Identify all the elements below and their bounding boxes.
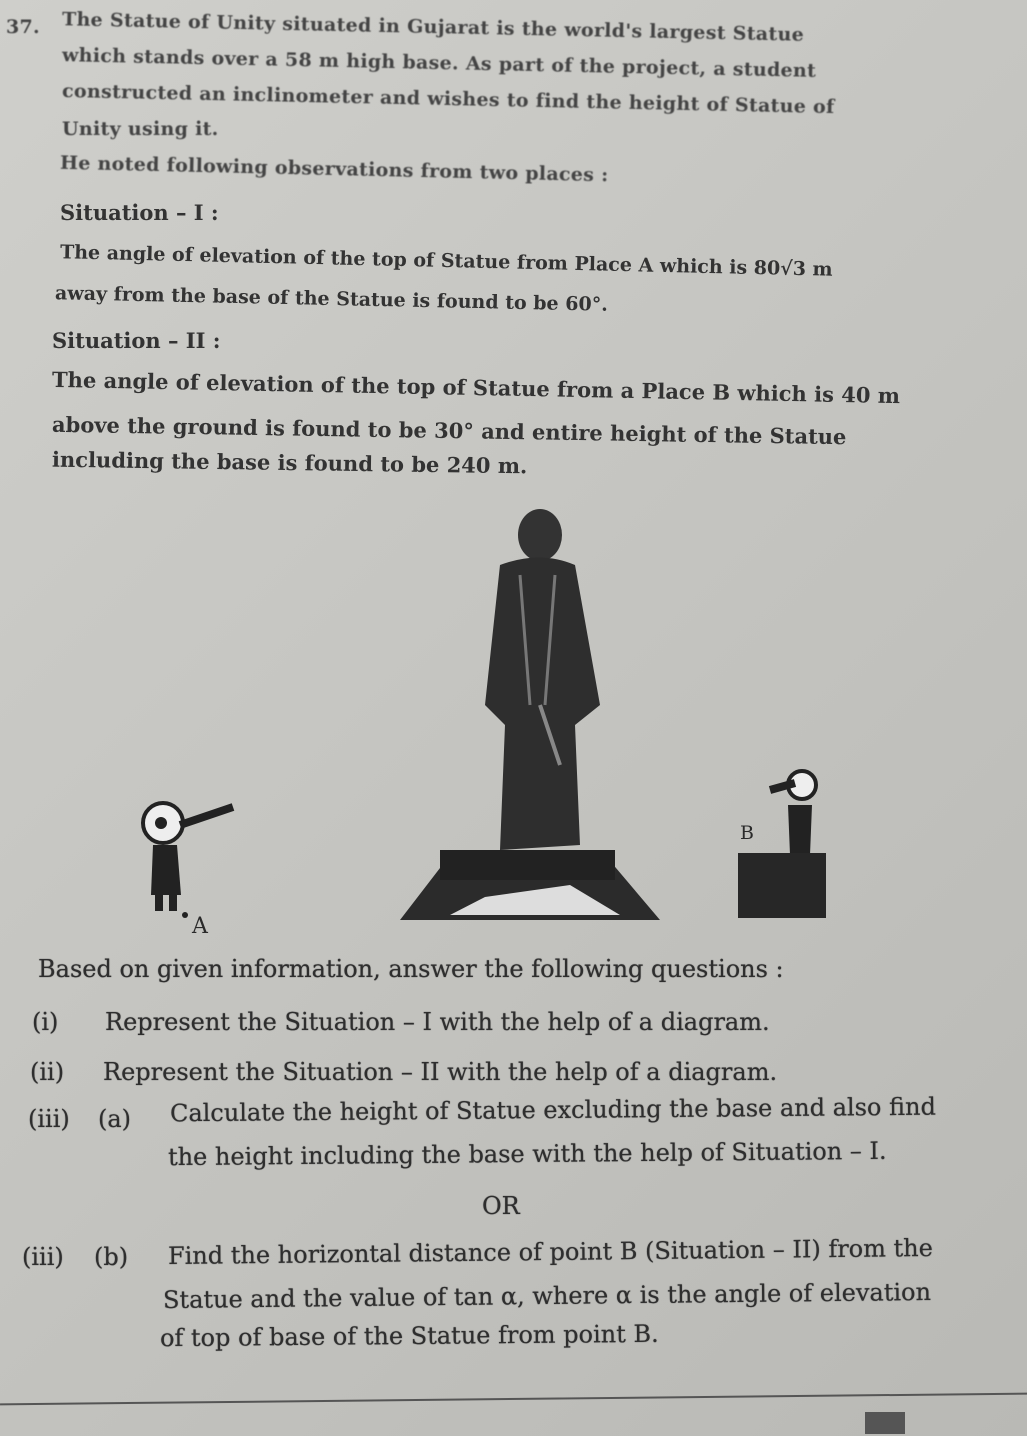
part-iii-a-sub: (a) [98,1105,132,1133]
part-ii-number: (ii) [30,1058,65,1086]
part-iii-a-line: Calculate the height of Statue excluding the base and also find [169,1092,936,1128]
situation2-line: including the base is found to be 240 m. [51,446,528,479]
question-number: 37. [6,16,40,38]
intro-line: Unity using it. [62,118,219,140]
page-code-mark [865,1412,905,1434]
part-iii-b-line: Find the horizontal distance of point B (Situation – II) from the [167,1233,934,1271]
part-i-text: Represent the Situation – I with the help of a diagram. [105,1008,770,1036]
part-iii-b-number: (iii) [22,1243,64,1271]
part-ii-text: Represent the Situation – II with the help of a diagram. [103,1058,778,1086]
intro-line: constructed an inclinometer and wishes to find the height of Statue of [61,79,835,119]
label-a: A [192,914,208,939]
person-a-icon [135,795,245,925]
situation2-line: The angle of elevation of the top of Statue from a Place B which is 40 m [51,366,901,409]
observations-line: He noted following observations from two places : [59,151,609,187]
part-iii-b-line: of top of base of the Statue from point B. [159,1319,659,1353]
part-iii-b-line: Statue and the value of tan α, where α is the angle of elevation [162,1277,932,1315]
prompt: Based on given information, answer the following questions : [38,955,784,983]
label-b: B [740,822,754,844]
statue-illustration [390,505,670,925]
page-divider [0,1393,1027,1406]
intro-line: which stands over a 58 m high base. As part of the project, a student [61,44,817,82]
part-iii-a-line: the height including the base with the help of Situation – I. [167,1136,887,1172]
part-iii-b-sub: (b) [94,1243,129,1271]
intro-line: The Statue of Unity situated in Gujarat is the world's largest Statue [61,8,805,46]
situation1-line: away from the base of the Statue is found to be 60°. [54,282,609,316]
situation2-heading: Situation – II : [52,328,221,353]
situation1-line: The angle of elevation of the top of Statue from Place A which is 80√3 m [59,241,833,281]
part-iii-a-number: (iii) [28,1105,70,1133]
situation2-line: above the ground is found to be 30° and entire height of the Statue [51,411,847,450]
or-label: OR [482,1192,520,1220]
situation1-heading: Situation – I : [60,200,219,225]
part-i-number: (i) [32,1008,59,1036]
